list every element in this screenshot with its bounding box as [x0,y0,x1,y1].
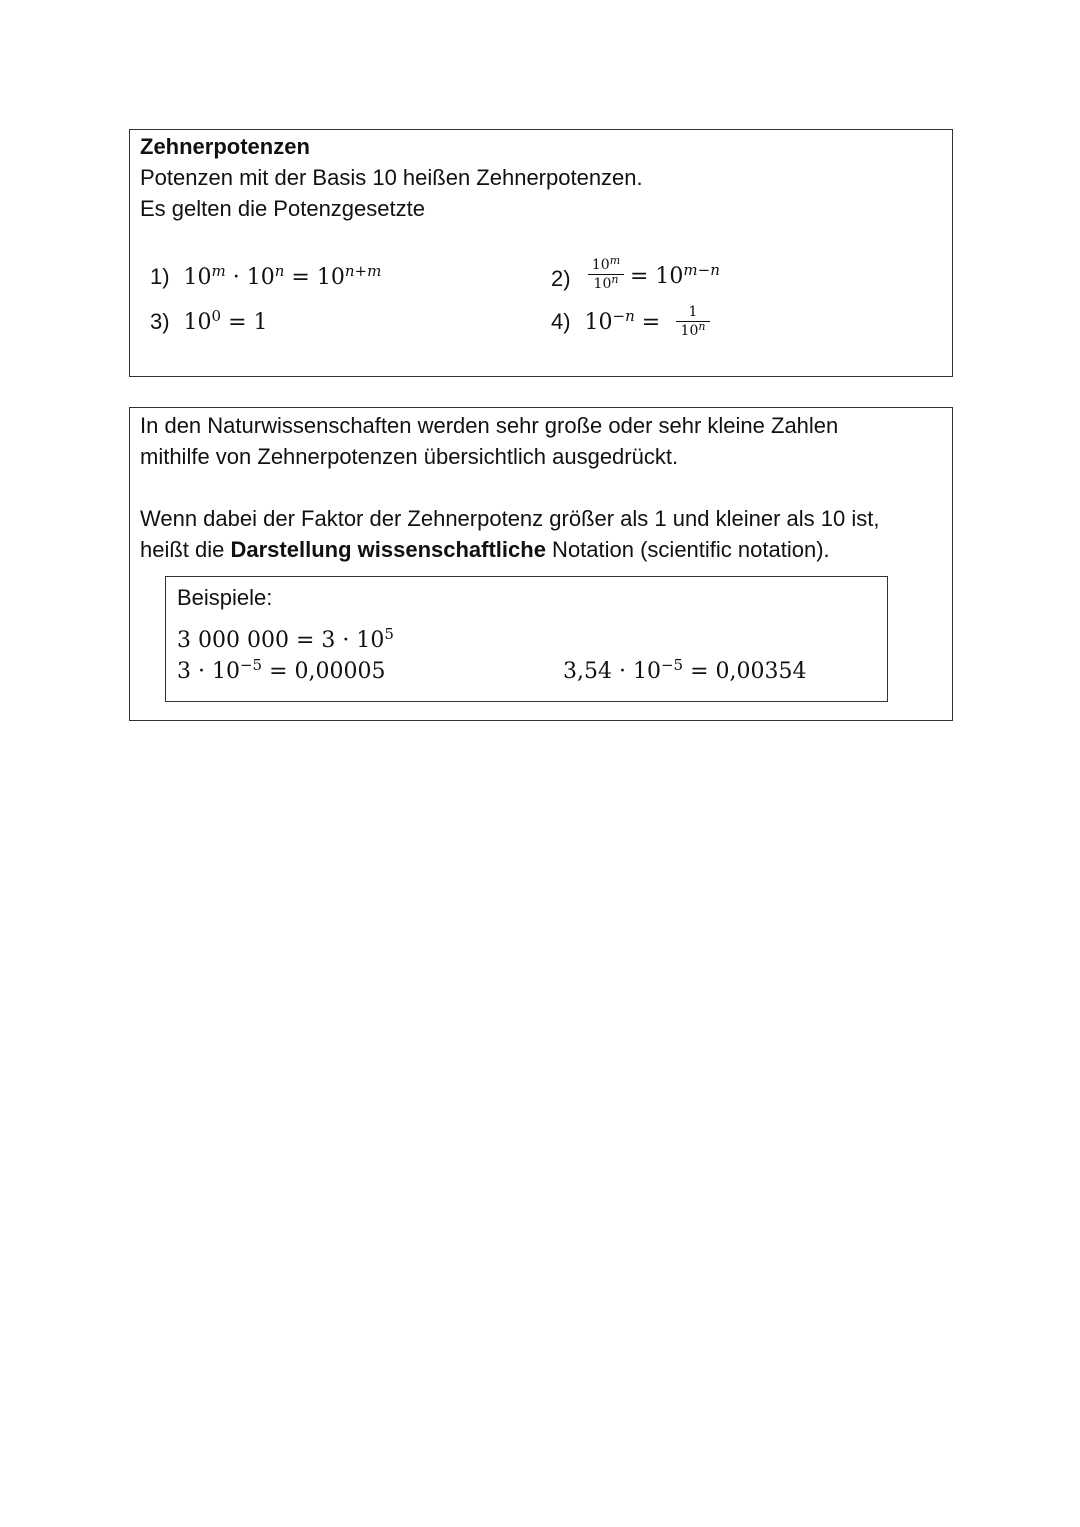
examples-heading: Beispiele: [177,585,273,610]
rule-1-number: 1) [150,264,170,289]
notation-para2-bold: Darstellung wissenschaftliche [230,537,546,562]
rule-4: 4) $10^{-n}$ = [551,307,661,335]
notation-para2-line1: Wenn dabei der Faktor der Zehnerpotenz größer als 1 und kleiner als 10 ist, [140,506,880,531]
notation-para1-line2: mithilfe von Zehnerpotenzen übersichtlich ausgedrückt. [140,444,679,469]
rule-4-fraction: 1 10$^n$ [676,304,710,339]
rule-3-number: 3) [150,309,170,334]
rule-3: 3) $10^0 = 1$ [150,307,268,335]
rules-intro-line2: Es gelten die Potenzgesetzte [140,196,425,221]
example-1: 3 000 $000 = 3 \cdot 10^5$ [177,625,394,653]
notation-para2-line2 [140,535,830,565]
notation-para1-line1: In den Naturwissenschaften werden sehr große oder sehr kleine Zahlen [140,413,839,438]
example-2: $3 \cdot 10^{-5} = 0,00005$ [177,656,386,684]
notation-para2-prefix: heißt die [140,537,231,562]
rules-intro-line1: Potenzen mit der Basis 10 heißen Zehnerpotenzen. [140,165,643,190]
rule-2-number: 2) [551,266,571,291]
rules-title: Zehnerpotenzen [140,134,310,159]
rule-1: 1) $10^m \cdot 10^n = 10^{n+m}$ [150,262,382,290]
notation-para2-suffix: Notation (scientific notation). [545,537,830,562]
example-3: $3,54 \cdot 10^{-5} = 0,00354$ [563,656,807,684]
rule-4-number: 4) [551,309,571,334]
rule-2-result: = $10^{m-n}$ [630,261,720,289]
rule-2-fraction: 10$^m$ 10$^n$ [588,257,624,292]
